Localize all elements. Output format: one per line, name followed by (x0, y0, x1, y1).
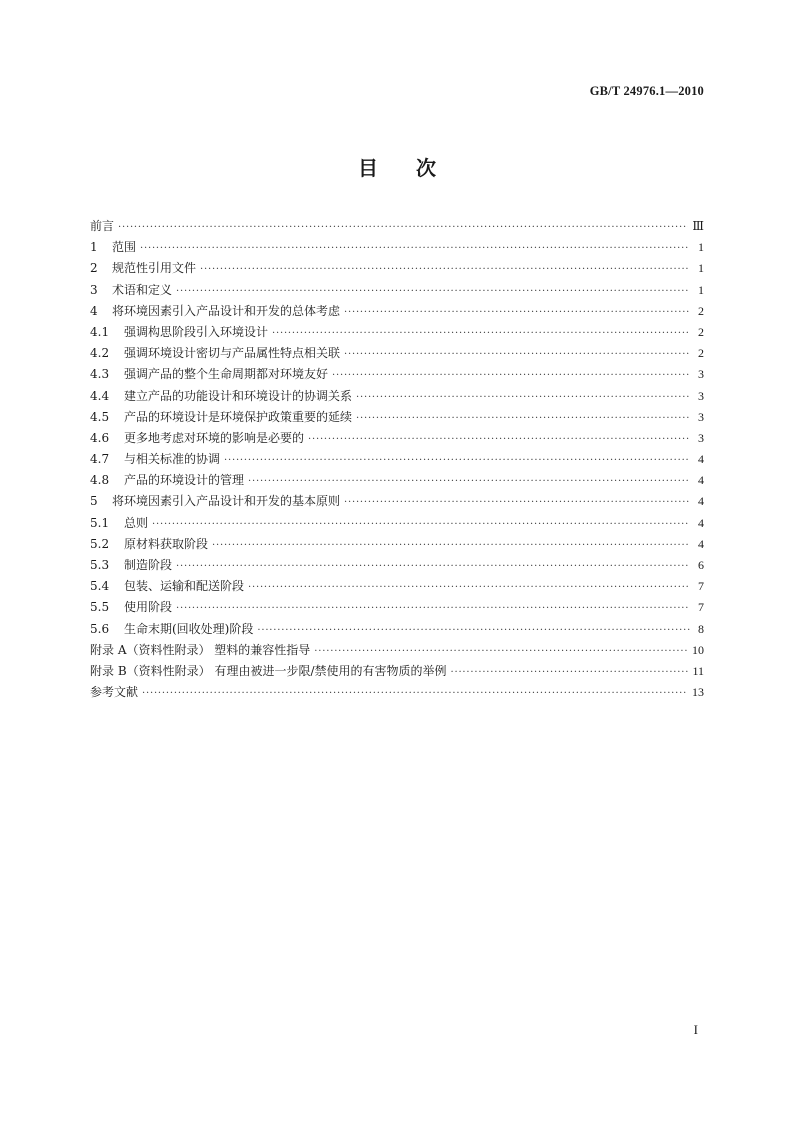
standard-code: GB/T 24976.1—2010 (589, 84, 704, 98)
toc-entry-number: 5.2 (90, 536, 110, 551)
toc-entry-title: 原材料获取阶段 (124, 536, 209, 551)
toc-entry-title: 将环境因素引入产品设计和开发的基本原则 (112, 494, 341, 509)
page-number: I (693, 1022, 698, 1037)
dot-leader (356, 392, 690, 403)
toc-entry-title: 产品的环境设计的管理 (124, 473, 245, 488)
toc-entry-label (90, 429, 304, 446)
toc-entry[interactable] (90, 641, 704, 662)
toc-entry-title: 制造阶段 (124, 558, 173, 572)
dot-leader (212, 540, 690, 551)
toc-entry-label (90, 492, 340, 509)
dot-leader (332, 370, 690, 381)
toc-entry-number: 5.1 (90, 515, 110, 530)
toc-entry-label (90, 281, 172, 298)
dot-leader (200, 264, 690, 275)
toc-entry-number: 3 (90, 282, 98, 297)
toc-entry-number: 2 (90, 261, 98, 276)
toc-entry-page: 2 (698, 303, 704, 318)
table-of-contents (90, 217, 704, 704)
dot-leader (176, 561, 690, 572)
toc-entry-label (90, 259, 196, 276)
toc-entry-number: 4.5 (90, 409, 110, 424)
toc-entry-page: 4 (698, 515, 704, 530)
toc-entry-title: 附录 A（资料性附录） 塑料的兼容性指导 (90, 642, 311, 657)
toc-entry[interactable] (90, 281, 704, 302)
toc-entry-page: 3 (698, 409, 704, 424)
page-title: 目次 (358, 156, 474, 180)
dot-leader (257, 625, 690, 636)
toc-entry-page: Ⅲ (692, 219, 704, 233)
toc-entry-label (90, 556, 172, 573)
toc-entry-number: 5.3 (90, 558, 110, 572)
toc-entry-label (90, 408, 352, 425)
toc-entry[interactable] (90, 387, 704, 408)
toc-entry-page: 3 (698, 430, 704, 445)
toc-entry-title: 范围 (112, 240, 137, 255)
toc-entry-number: 4.4 (90, 388, 110, 403)
toc-entry-number: 5.5 (90, 600, 110, 615)
toc-entry-page: 1 (698, 261, 704, 276)
toc-entry-page: 8 (698, 621, 704, 636)
dot-leader (224, 455, 690, 466)
toc-entry-number: 5.6 (90, 621, 110, 636)
dot-leader (248, 582, 690, 593)
toc-entry[interactable] (90, 344, 704, 365)
toc-entry-number: 1 (90, 240, 98, 255)
toc-entry-label (90, 641, 310, 658)
dot-leader (248, 476, 690, 487)
toc-entry-page: 4 (698, 494, 704, 509)
toc-entry-title: 建立产品的功能设计和环境设计的协调关系 (124, 388, 353, 403)
dot-leader (344, 349, 690, 360)
toc-entry-label (90, 514, 148, 531)
dot-leader (140, 243, 690, 254)
toc-entry-number: 4.8 (90, 473, 110, 488)
toc-entry[interactable] (90, 535, 704, 556)
toc-entry-number: 4.3 (90, 367, 110, 382)
toc-entry-title: 规范性引用文件 (112, 261, 197, 276)
toc-entry-label (90, 387, 352, 404)
toc-entry-label (90, 238, 136, 255)
toc-entry-title: 包装、运输和配送阶段 (124, 579, 245, 594)
dot-leader (356, 413, 690, 424)
toc-entry-label (90, 535, 208, 552)
toc-entry[interactable] (90, 238, 704, 259)
dot-leader (272, 328, 690, 339)
toc-entry-title: 强调产品的整个生命周期都对环境友好 (124, 367, 329, 382)
toc-entry-label (90, 598, 172, 615)
toc-entry[interactable] (90, 323, 704, 344)
toc-entry-label (90, 662, 447, 679)
toc-entry[interactable] (90, 620, 704, 641)
toc-entry[interactable] (90, 471, 704, 492)
dot-leader (314, 646, 688, 657)
toc-entry-page: 2 (698, 324, 704, 339)
dot-leader (118, 222, 688, 233)
toc-entry-title: 强调构思阶段引入环境设计 (124, 324, 269, 339)
toc-entry-number: 4.7 (90, 452, 110, 467)
dot-leader (451, 667, 689, 678)
toc-entry[interactable] (90, 365, 704, 386)
toc-entry-page: 1 (698, 282, 704, 297)
toc-entry[interactable] (90, 302, 704, 323)
toc-entry-page: 4 (698, 536, 704, 551)
toc-entry-page: 13 (692, 685, 704, 700)
toc-entry-title: 术语和定义 (112, 282, 173, 297)
dot-leader (152, 519, 690, 530)
toc-entry-title: 总则 (124, 515, 149, 530)
toc-entry-label (90, 344, 340, 361)
toc-entry-label (90, 471, 244, 488)
toc-entry[interactable] (90, 577, 704, 598)
toc-entry-page: 3 (698, 367, 704, 382)
toc-entry[interactable] (90, 408, 704, 429)
dot-leader (344, 497, 690, 508)
toc-entry-title: 产品的环境设计是环境保护政策重要的延续 (124, 409, 353, 424)
toc-entry[interactable] (90, 683, 704, 704)
toc-entry-number: 4.2 (90, 346, 110, 361)
toc-entry-title: 生命末期(回收处理)阶段 (124, 621, 254, 636)
toc-entry-title: 附录 B（资料性附录） 有理由被进一步限/禁使用的有害物质的举例 (90, 663, 447, 678)
toc-entry[interactable] (90, 429, 704, 450)
toc-entry-title: 参考文献 (90, 685, 139, 700)
dot-leader (176, 603, 690, 614)
toc-entry[interactable] (90, 662, 704, 683)
toc-entry[interactable] (90, 450, 704, 471)
toc-entry-label (90, 365, 328, 382)
toc-entry-page: 4 (698, 452, 704, 467)
toc-entry-label (90, 323, 268, 340)
dot-leader (308, 434, 690, 445)
dot-leader (344, 307, 690, 318)
toc-entry-number: 4 (90, 303, 98, 318)
toc-entry-title: 前言 (90, 219, 115, 233)
toc-entry-title: 强调环境设计密切与产品属性特点相关联 (124, 346, 341, 361)
dot-leader (176, 286, 690, 297)
toc-entry-page: 11 (692, 663, 704, 678)
toc-entry-title: 与相关标准的协调 (124, 452, 221, 467)
toc-entry-label (90, 620, 253, 637)
toc-entry[interactable] (90, 217, 704, 238)
toc-entry-number: 5 (90, 494, 98, 509)
toc-entry-page: 2 (698, 346, 704, 361)
toc-entry-title: 将环境因素引入产品设计和开发的总体考虑 (112, 303, 341, 318)
toc-entry-label (90, 683, 138, 700)
toc-entry[interactable] (90, 492, 704, 513)
toc-entry-page: 6 (698, 558, 704, 572)
toc-entry-label (90, 577, 244, 594)
toc-entry-page: 1 (698, 240, 704, 255)
toc-entry-page: 10 (692, 642, 704, 657)
toc-entry-title: 更多地考虑对环境的影响是必要的 (124, 430, 305, 445)
toc-entry-number: 4.6 (90, 430, 110, 445)
toc-entry[interactable] (90, 556, 704, 577)
toc-entry-label (90, 450, 220, 467)
toc-entry[interactable] (90, 514, 704, 535)
toc-entry-number: 4.1 (90, 324, 110, 339)
toc-entry-title: 使用阶段 (124, 600, 173, 615)
toc-entry-label (90, 302, 340, 319)
toc-entry[interactable] (90, 598, 704, 619)
toc-entry-page: 7 (698, 600, 704, 615)
dot-leader (142, 688, 688, 699)
toc-entry[interactable] (90, 259, 704, 280)
toc-entry-label (90, 217, 114, 234)
toc-entry-page: 7 (698, 579, 704, 594)
toc-entry-number: 5.4 (90, 579, 110, 594)
toc-entry-page: 3 (698, 388, 704, 403)
toc-entry-page: 4 (698, 473, 704, 488)
